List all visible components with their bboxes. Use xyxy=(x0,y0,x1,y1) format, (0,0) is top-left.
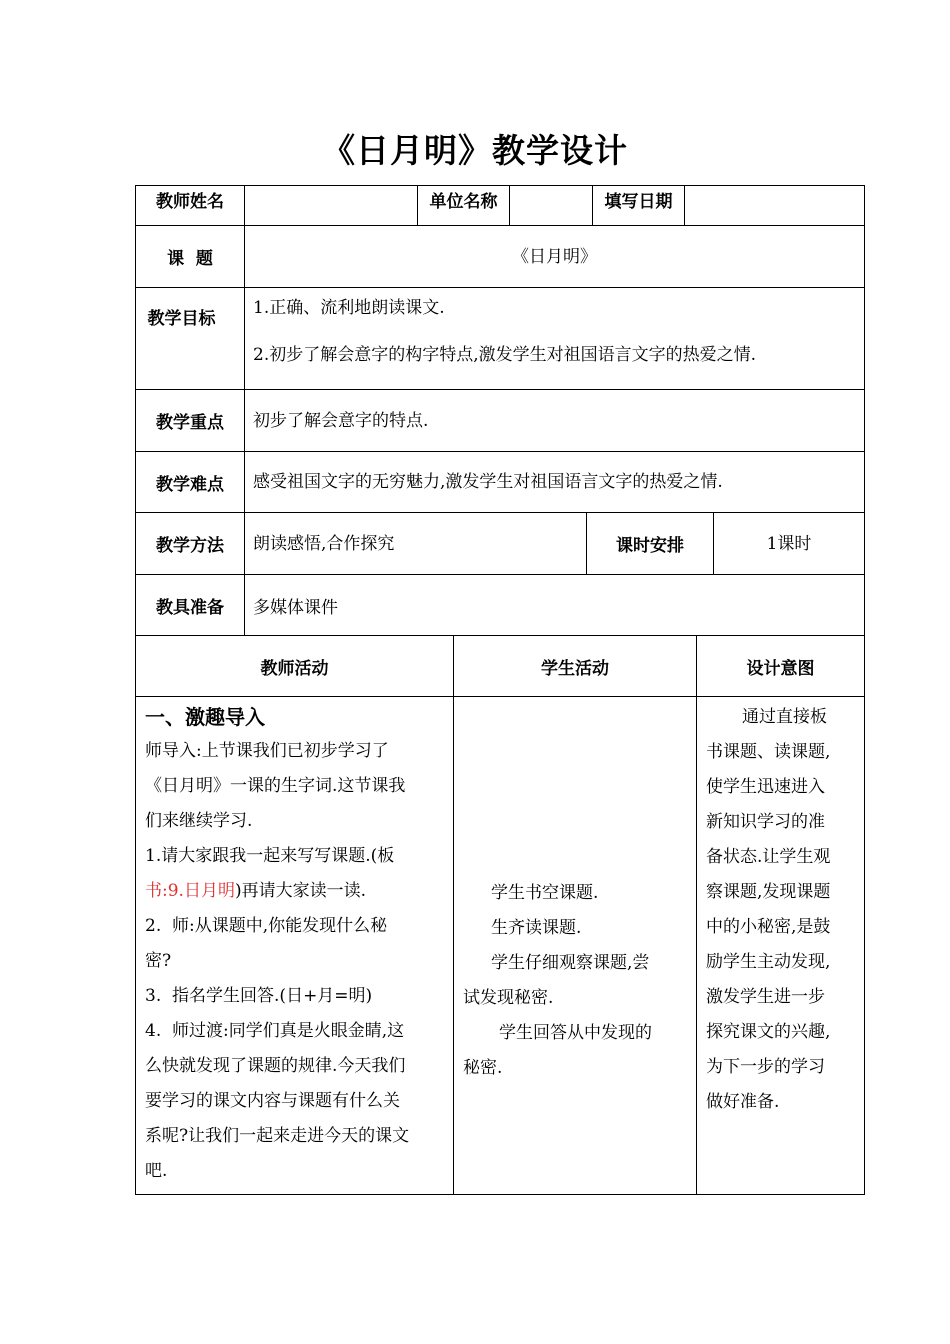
intent-line: 中的小秘密,是鼓 xyxy=(706,917,831,937)
teacher-activity-cell xyxy=(145,702,450,1189)
difficulty-value: 感受祖国文字的无穷魅力,激发学生对祖国语言文字的热爱之情. xyxy=(253,472,723,492)
header-teacher-activity: 教师活动 xyxy=(260,658,329,679)
page-title: 《日月明》教学设计 xyxy=(322,131,628,170)
student-line: 生齐读课题. xyxy=(491,918,582,938)
goals-list xyxy=(253,296,858,367)
fill-date-value xyxy=(688,186,862,225)
difficulty-label: 教学难点 xyxy=(156,474,224,495)
method-label: 教学方法 xyxy=(156,536,224,556)
teacher-line: 1.请大家跟我一起来写写课题.(板 xyxy=(145,846,395,866)
goals-label: 教学目标 xyxy=(147,308,216,329)
teacher-line: 系呢?让我们一起来走进今天的课文 xyxy=(145,1126,410,1146)
method-value: 朗读感悟,合作探究 xyxy=(253,533,395,554)
unit-name-value xyxy=(512,186,590,225)
student-line: 秘密. xyxy=(463,1058,503,1078)
teacher-line: 4. 师过渡:同学们真是火眼金睛,这 xyxy=(145,1021,405,1041)
intent-line: 探究课文的兴趣, xyxy=(706,1022,831,1042)
intent-line: 做好准备. xyxy=(706,1092,780,1112)
tools-label: 教具准备 xyxy=(156,597,224,618)
teacher-line xyxy=(145,874,450,909)
intent-line: 使学生迅速进入 xyxy=(706,777,825,797)
teacher-line: 密? xyxy=(145,951,172,971)
teacher-name-label: 教师姓名 xyxy=(156,191,224,212)
teacher-line-part: )再请大家读一读. xyxy=(234,881,367,901)
intent-line: 激发学生进一步 xyxy=(706,987,825,1007)
goal-item: 1.正确、流利地朗读课文. xyxy=(253,298,445,318)
teacher-line: 要学习的课文内容与课题有什么关 xyxy=(145,1091,400,1111)
unit-name-label: 单位名称 xyxy=(429,191,498,212)
student-line: 学生回答从中发现的 xyxy=(499,1023,652,1043)
teacher-line-part: 书: xyxy=(145,881,168,901)
teacher-name-value xyxy=(250,186,415,225)
topic-label: 课 题 xyxy=(167,249,213,269)
student-line: 试发现秘密. xyxy=(463,988,554,1008)
intent-line: 新知识学习的准 xyxy=(706,812,825,832)
student-activity-cell xyxy=(463,876,693,1086)
student-line: 学生仔细观察课题,尝 xyxy=(491,953,650,973)
key-point-value: 初步了解会意字的特点. xyxy=(253,410,429,431)
intent-line: 书课题、读课题, xyxy=(706,742,831,762)
section-title: 一、激趣导入 xyxy=(145,705,265,729)
teacher-line: 《日月明》一课的生字词.这节课我 xyxy=(145,776,406,796)
header-student-activity: 学生活动 xyxy=(541,658,609,679)
topic-value: 《日月明》 xyxy=(512,246,597,267)
student-line: 学生书空课题. xyxy=(491,883,599,903)
teacher-line: 们来继续学习. xyxy=(145,811,253,831)
teacher-line: 么快就发现了课题的规律.今天我们 xyxy=(145,1056,406,1076)
intent-line: 励学生主动发现, xyxy=(706,952,831,972)
header-design-intent: 设计意图 xyxy=(746,658,815,679)
intent-line: 察课题,发现课题 xyxy=(706,882,831,902)
intent-line: 备状态.让学生观 xyxy=(706,847,831,867)
hours-label: 课时安排 xyxy=(616,536,684,556)
teacher-line: 2. 师:从课题中,你能发现什么秘 xyxy=(145,916,388,936)
design-intent-cell xyxy=(706,700,861,1120)
teacher-line: 吧. xyxy=(145,1161,168,1181)
board-writing-highlight: 9.日月明 xyxy=(167,881,235,901)
fill-date-label: 填写日期 xyxy=(604,191,673,212)
teacher-line: 师导入:上节课我们已初步学习了 xyxy=(145,741,389,761)
intent-line: 为下一步的学习 xyxy=(706,1057,825,1077)
goal-item: 2.初步了解会意字的构字特点,激发学生对祖国语言文字的热爱之情. xyxy=(253,345,757,365)
key-point-label: 教学重点 xyxy=(156,413,224,433)
intent-line: 通过直接板 xyxy=(742,707,827,727)
teacher-line: 3. 指名学生回答.(日+月=明) xyxy=(145,986,373,1006)
hours-value: 1课时 xyxy=(766,533,812,554)
tools-value: 多媒体课件 xyxy=(253,597,338,618)
